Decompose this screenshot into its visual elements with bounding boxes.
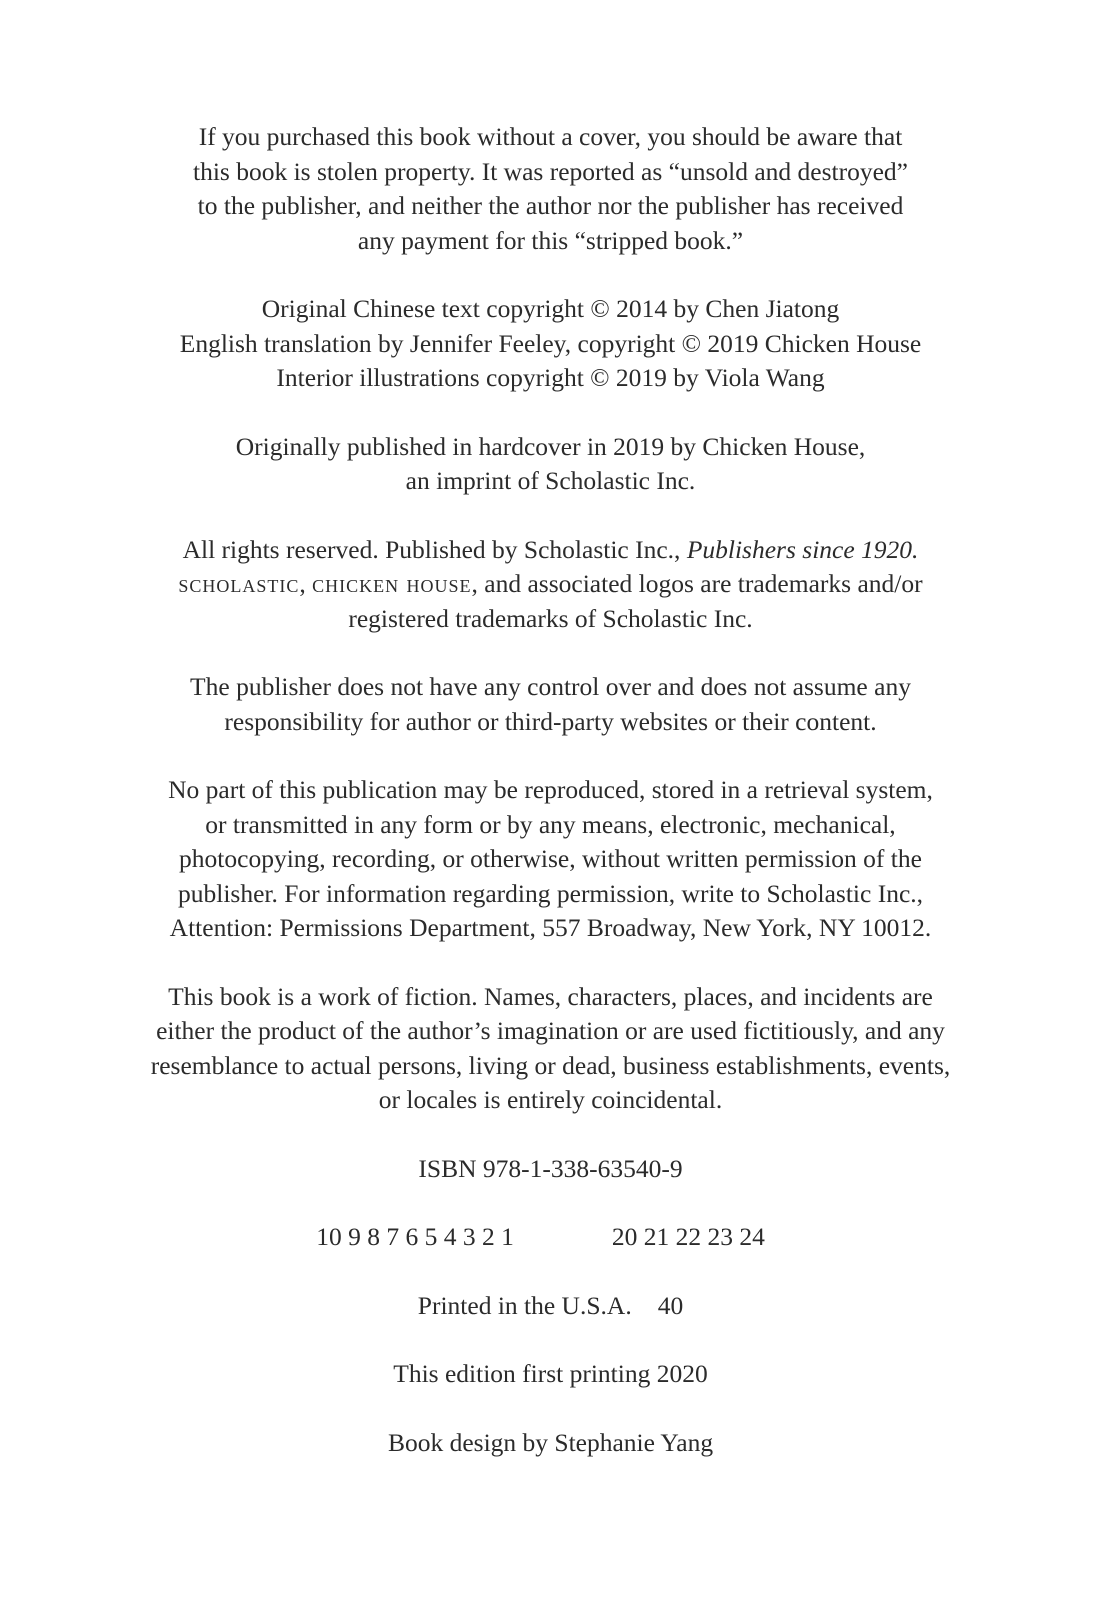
trademark-comma: , — [299, 569, 313, 598]
notice-line: If you purchased this book without a cover, you should be aware that — [198, 122, 903, 151]
trademark-scholastic: scholastic — [178, 569, 300, 598]
publication-line: Originally published in hardcover in 2019 by Chicken House, — [235, 431, 866, 461]
printing-numbers: 10 9 8 7 6 5 4 3 2 1 — [316, 1222, 514, 1251]
rights-text: All rights reserved. Published by Scholastic Inc., — [182, 534, 687, 564]
notice-line: this book is stolen property. It was reported as “unsold and destroyed” — [192, 156, 909, 186]
printer-code: 40 — [657, 1290, 684, 1320]
publishers-since: Publishers since 1920. — [686, 534, 919, 564]
copyright-line: Original Chinese text copyright © 2014 by Chen Jiatong — [261, 294, 840, 323]
printing-line — [100, 1220, 1001, 1255]
design-credit-line: Book design by Stephanie Yang — [387, 1427, 714, 1457]
printing-years: 20 21 22 23 24 — [611, 1222, 765, 1251]
notice-line: to the publisher, and neither the author nor the publisher has received — [197, 191, 904, 220]
printed-in-country: Printed in the U.S.A. — [417, 1290, 632, 1320]
design-credit — [100, 1426, 1001, 1461]
fiction-notice — [100, 980, 1001, 1118]
isbn-line: ISBN 978-1-338-63540-9 — [418, 1153, 683, 1183]
publication-line: an imprint of Scholastic Inc. — [405, 466, 696, 495]
edition-line: This edition first printing 2020 — [393, 1359, 708, 1388]
reproduction-line: Attention: Permissions Department, 557 Broadway, New York, NY 10012. — [169, 913, 932, 942]
reproduction-line: photocopying, recording, or otherwise, without written permission of the — [179, 844, 922, 873]
notice-line: any payment for this “stripped book.” — [357, 225, 744, 255]
trademark-line: registered trademarks of Scholastic Inc. — [348, 603, 753, 633]
reproduction-line: or transmitted in any form or by any means, electronic, mechanical, — [205, 809, 896, 839]
copyright-credits — [100, 292, 1001, 396]
edition — [100, 1357, 1001, 1392]
copyright-line: English translation by Jennifer Feeley, copyright © 2019 Chicken House — [179, 328, 922, 358]
rights-line — [100, 533, 1001, 568]
disclaimer-line: The publisher does not have any control over and does not assume any — [190, 672, 911, 701]
disclaimer-line: responsibility for author or third-party websites or their content. — [224, 706, 877, 736]
fiction-line: This book is a work of fiction. Names, characters, places, and incidents are — [168, 981, 933, 1011]
reproduction-line: No part of this publication may be reproduced, stored in a retrieval system, — [168, 775, 933, 804]
fiction-line: either the product of the author’s imagination or are used fictitiously, and any — [156, 1016, 945, 1045]
trademark-line — [100, 567, 1001, 602]
trademark-rest: , and associated logos are trademarks and/or — [471, 569, 923, 598]
fiction-line: resemblance to actual persons, living or dead, business establishments, events, — [150, 1050, 951, 1080]
rights-reserved — [100, 533, 1001, 637]
copyright-content — [100, 120, 1001, 1494]
original-publication — [100, 430, 1001, 499]
websites-disclaimer — [100, 670, 1001, 739]
stripped-book-notice — [100, 120, 1001, 258]
reproduction-notice — [100, 773, 1001, 946]
fiction-line: or locales is entirely coincidental. — [378, 1085, 723, 1114]
printed-in — [100, 1289, 1001, 1324]
reproduction-line: publisher. For information regarding permission, write to Scholastic Inc., — [177, 878, 924, 908]
trademark-chicken-house: chicken house — [312, 569, 472, 598]
copyright-line: Interior illustrations copyright © 2019 by Viola Wang — [276, 363, 825, 392]
isbn — [100, 1152, 1001, 1187]
